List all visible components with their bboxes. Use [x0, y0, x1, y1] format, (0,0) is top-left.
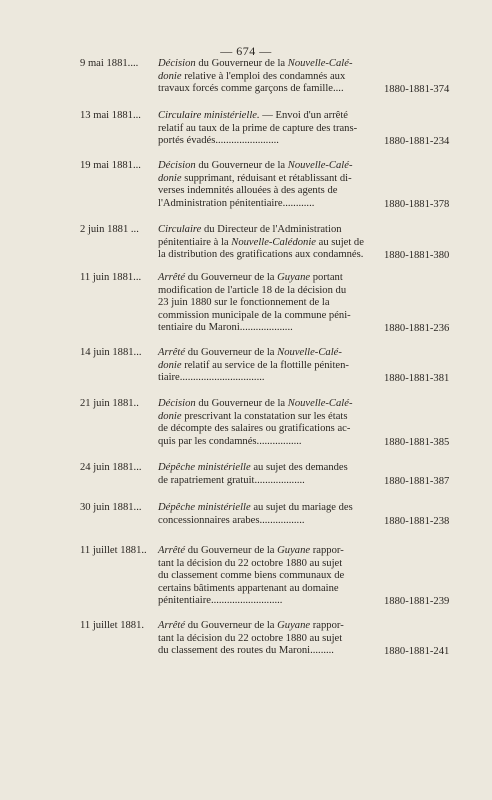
- description-line: [158, 360, 386, 373]
- text-run: du Gouverneur de la: [185, 545, 278, 556]
- italic-text: Dépêche ministérielle: [158, 502, 251, 513]
- entry-description: [158, 272, 386, 335]
- description-line: [158, 249, 386, 262]
- text-run: portant: [310, 272, 343, 283]
- description-line: [158, 110, 386, 123]
- entry-date: 30 juin 1881...: [80, 502, 142, 513]
- entry-description: [158, 545, 386, 608]
- entry-reference: 1880-1881-385: [384, 436, 450, 448]
- description-line: [158, 160, 386, 173]
- entry-date: 21 juin 1881..: [80, 398, 139, 409]
- italic-text: Nouvelle-Calé-: [287, 58, 353, 69]
- description-line: [158, 411, 386, 424]
- description-line: [158, 633, 386, 646]
- text-run: travaux forcés comme garçons de famille....: [158, 83, 344, 95]
- italic-text: Nouvelle-Calé-: [277, 347, 342, 358]
- text-run: l'Administration pénitentiaire............: [158, 197, 315, 209]
- entry-description: [158, 398, 386, 448]
- italic-text: donie: [158, 70, 182, 82]
- description-line: [158, 620, 386, 633]
- italic-text: Nouvelle-Calédonie: [231, 236, 316, 248]
- description-line: [158, 515, 386, 528]
- text-run: verses indemnités allouées à des agents de: [158, 185, 338, 197]
- entry-date: 19 mai 1881...: [80, 160, 141, 171]
- entry-reference: 1880-1881-380: [384, 250, 450, 262]
- description-line: [158, 310, 386, 323]
- text-run: modification de l'article 18 de la décision du: [158, 284, 347, 296]
- italic-text: donie: [158, 172, 182, 184]
- entry-description: [158, 160, 386, 210]
- description-line: [158, 347, 386, 360]
- description-line: [158, 502, 386, 515]
- text-run: de décompte des salaires ou gratifications ac-: [158, 423, 351, 435]
- italic-text: Nouvelle-Calé-: [287, 160, 353, 171]
- entry-description: [158, 462, 386, 487]
- italic-text: Arrêté: [158, 620, 186, 631]
- text-run: au sujet du mariage des: [250, 502, 353, 513]
- text-run: supprimant, réduisant et rétablissant di-: [181, 172, 352, 184]
- italic-text: Arrêté: [158, 272, 186, 283]
- entry-reference: 1880-1881-387: [384, 475, 450, 487]
- description-line: [158, 322, 386, 335]
- description-line: [158, 462, 386, 475]
- italic-text: Circulaire ministérielle.: [158, 110, 260, 121]
- description-line: [158, 83, 386, 96]
- text-run: concessionnaires arabes.................: [158, 514, 305, 526]
- italic-text: Décision: [158, 58, 196, 69]
- description-line: [158, 570, 386, 583]
- description-line: [158, 423, 386, 436]
- description-line: [158, 58, 386, 71]
- entry-reference: 1880-1881-374: [384, 84, 450, 96]
- italic-text: Guyane: [277, 272, 311, 283]
- text-run: tant la décision du 22 octobre 1880 au sujet: [158, 557, 343, 569]
- description-line: [158, 398, 386, 411]
- text-run: du classement des routes du Maroni.........: [158, 645, 334, 657]
- italic-text: Décision: [158, 160, 196, 171]
- italic-text: Décision: [158, 398, 196, 409]
- entry-description: [158, 110, 386, 148]
- description-line: [158, 224, 386, 237]
- italic-text: Arrêté: [158, 347, 186, 358]
- italic-text: Dépêche ministérielle: [158, 462, 251, 473]
- entry-date: 11 juillet 1881..: [80, 545, 147, 556]
- text-run: rappor-: [310, 620, 344, 631]
- entry-reference: 1880-1881-378: [384, 198, 450, 210]
- entry-reference: 1880-1881-241: [384, 646, 450, 658]
- description-line: [158, 123, 386, 136]
- entry-reference: 1880-1881-238: [384, 515, 450, 527]
- italic-text: Arrêté: [158, 545, 186, 556]
- text-run: du Gouverneur de la: [195, 160, 288, 171]
- text-run: du Gouverneur de la: [195, 58, 288, 69]
- entry-date: 14 juin 1881...: [80, 347, 142, 358]
- description-line: [158, 297, 386, 310]
- text-run: pénitentiaire à la: [158, 236, 232, 248]
- italic-text: Guyane: [277, 545, 311, 556]
- description-line: [158, 595, 386, 608]
- description-line: [158, 185, 386, 198]
- text-run: — Envoi d'un arrêté: [259, 110, 349, 121]
- description-line: [158, 372, 386, 385]
- entry-description: [158, 58, 386, 96]
- text-run: tentiaire du Maroni....................: [158, 322, 293, 334]
- entry-description: [158, 347, 386, 385]
- description-line: [158, 237, 386, 250]
- entry-date: 11 juillet 1881.: [80, 620, 145, 631]
- description-line: [158, 645, 386, 658]
- text-run: tiaire................................: [158, 372, 265, 384]
- text-run: relatif au service de la flottille péniten-: [181, 359, 349, 371]
- text-run: tant la décision du 22 octobre 1880 au sujet: [158, 632, 343, 644]
- entry-description: [158, 224, 386, 262]
- italic-text: donie: [158, 359, 182, 371]
- text-run: pénitentiaire...........................: [158, 595, 283, 607]
- entry-date: 11 juin 1881...: [80, 272, 142, 283]
- text-run: quis par les condamnés.................: [158, 435, 302, 447]
- italic-text: Circulaire: [158, 224, 202, 235]
- entry-date: 13 mai 1881...: [80, 110, 141, 121]
- text-run: du Gouverneur de la: [185, 272, 278, 283]
- text-run: du classement comme biens communaux de: [158, 570, 345, 582]
- text-run: la distribution des gratifications aux condamnés.: [158, 249, 364, 261]
- text-run: 23 juin 1880 sur le fonctionnement de la: [158, 297, 330, 309]
- description-line: [158, 436, 386, 449]
- description-line: [158, 71, 386, 84]
- text-run: de rapatriement gratuit...................: [158, 474, 305, 486]
- text-run: du Gouverneur de la: [195, 398, 288, 409]
- description-line: [158, 583, 386, 596]
- entry-date: 24 juin 1881...: [80, 462, 142, 473]
- text-run: rappor-: [310, 545, 344, 556]
- text-run: certains bâtiments appartenant au domaine: [158, 582, 339, 594]
- text-run: du Gouverneur de la: [185, 620, 278, 631]
- description-line: [158, 558, 386, 571]
- description-line: [158, 285, 386, 298]
- entry-reference: 1880-1881-381: [384, 373, 450, 385]
- entry-date: 9 mai 1881....: [80, 58, 139, 69]
- text-run: du Gouverneur de la: [185, 347, 278, 358]
- description-line: [158, 135, 386, 148]
- entry-date: 2 juin 1881 ...: [80, 224, 139, 235]
- text-run: prescrivant la constatation sur les états: [181, 410, 348, 422]
- entry-reference: 1880-1881-234: [384, 136, 450, 148]
- text-run: relative à l'emploi des condamnés aux: [181, 70, 346, 82]
- text-run: relatif au taux de la prime de capture des trans-: [158, 122, 358, 134]
- text-run: au sujet des demandes: [250, 462, 348, 473]
- text-run: commission municipale de la commune péni-: [158, 309, 351, 321]
- entry-reference: 1880-1881-239: [384, 596, 450, 608]
- italic-text: Guyane: [277, 620, 311, 631]
- description-line: [158, 173, 386, 186]
- italic-text: Nouvelle-Calé-: [287, 398, 353, 409]
- entry-description: [158, 620, 386, 658]
- text-run: du Directeur de l'Administration: [201, 224, 342, 235]
- page-number: — 674 —: [220, 44, 272, 58]
- description-line: [158, 198, 386, 211]
- description-line: [158, 475, 386, 488]
- entry-description: [158, 502, 386, 527]
- description-line: [158, 272, 386, 285]
- text-run: au sujet de: [315, 236, 364, 248]
- text-run: portés évadés........................: [158, 135, 279, 147]
- italic-text: donie: [158, 410, 182, 422]
- description-line: [158, 545, 386, 558]
- entry-reference: 1880-1881-236: [384, 323, 450, 335]
